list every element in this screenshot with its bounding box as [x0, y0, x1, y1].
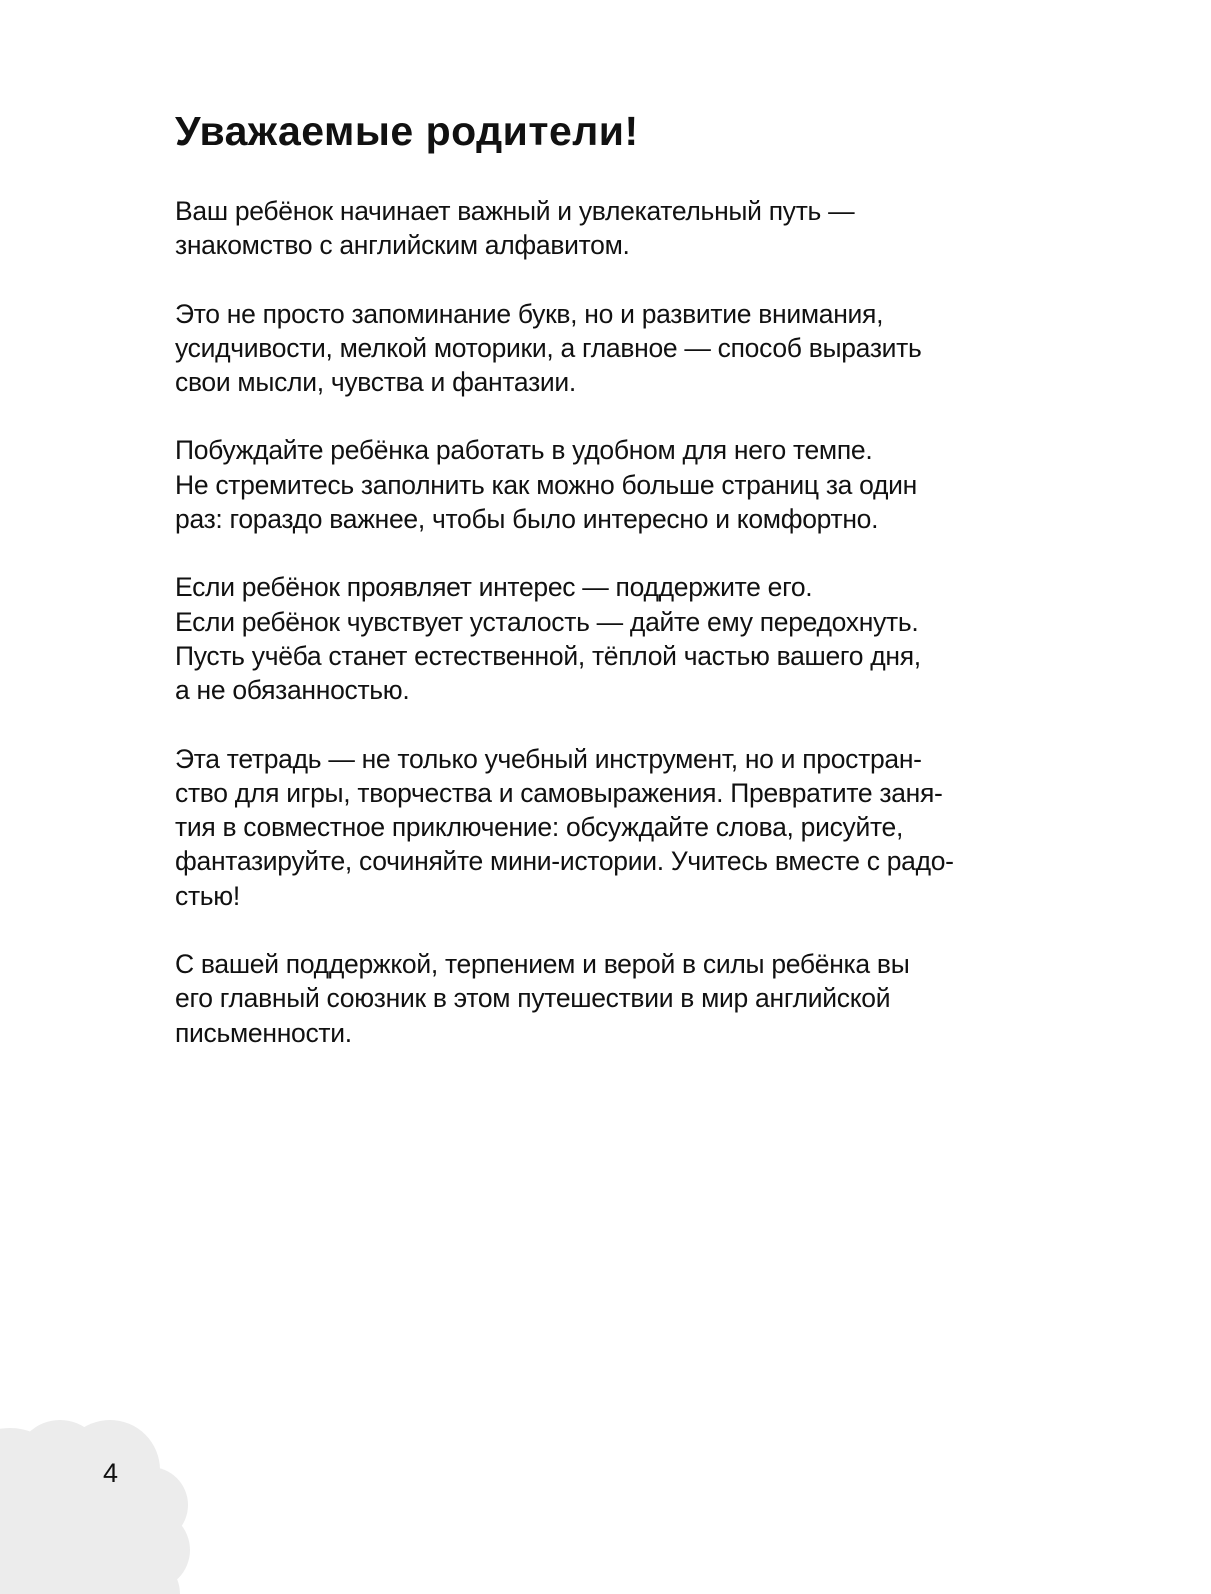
paragraph: [175, 194, 1055, 263]
text-line: свои мысли, чувства и фантазии.: [175, 367, 576, 398]
paragraph: [175, 433, 1055, 536]
text-line: Если ребёнок чувствует усталость — дайте ему передохнуть.: [175, 606, 919, 637]
text-line: ство для игры, творчества и самовыражения. Превратите заня-: [175, 777, 943, 808]
text-line: письменности.: [175, 1017, 352, 1048]
text-line: знакомство с английским алфавитом.: [175, 230, 630, 261]
text-line: раз: гораздо важнее, чтобы было интересно и комфортно.: [175, 504, 879, 535]
page-number: 4: [103, 1458, 119, 1488]
text-line: стью!: [175, 880, 240, 911]
paragraph: [175, 947, 1055, 1050]
text-line: Пусть учёба станет естественной, тёплой частью вашего дня,: [175, 640, 921, 671]
text-line: усидчивости, мелкой моторики, а главное — способ выразить: [175, 332, 922, 363]
text-line: фантазируйте, сочиняйте мини-истории. Учитесь вместе с радо-: [175, 846, 954, 877]
text-line: тия в совместное приключение: обсуждайте слова, рисуйте,: [175, 812, 904, 843]
paragraph: [175, 742, 1055, 913]
text-line: а не обязанностью.: [175, 675, 410, 706]
paragraph: [175, 297, 1055, 400]
letter-body: [175, 194, 1055, 1084]
text-line: Ваш ребёнок начинает важный и увлекательный путь —: [175, 196, 855, 226]
paragraph: [175, 570, 1055, 707]
text-line: С вашей поддержкой, терпением и верой в силы ребёнка вы: [175, 949, 910, 980]
text-line: Эта тетрадь — не только учебный инструмент, но и простран-: [175, 743, 922, 774]
text-line: его главный союзник в этом путешествии в мир английской: [175, 983, 891, 1014]
text-line: Не стремитесь заполнить как можно больше страниц за один: [175, 469, 918, 500]
text-line: Если ребёнок проявляет интерес — поддержите его.: [175, 572, 813, 603]
text-line: Побуждайте ребёнка работать в удобном для него темпе.: [175, 435, 873, 466]
page-title: Уважаемые родители!: [175, 108, 639, 154]
text-line: Это не просто запоминание букв, но и развитие внимания,: [175, 298, 884, 329]
